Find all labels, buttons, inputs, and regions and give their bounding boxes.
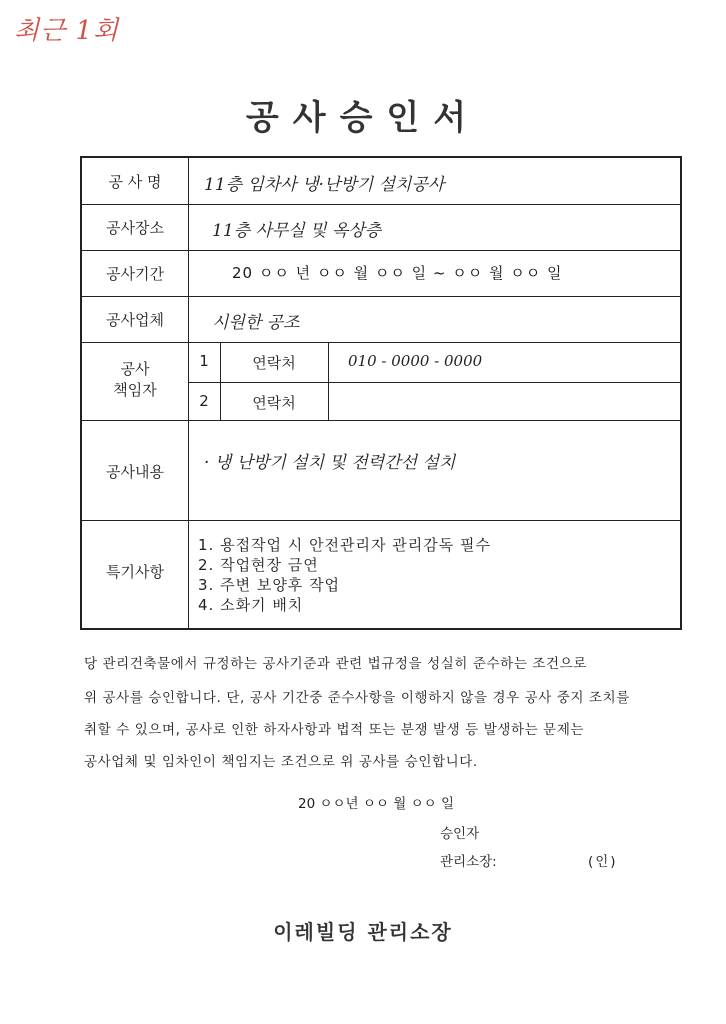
footer-issuer: 이레빌딩 관리소장 bbox=[273, 920, 453, 944]
special-notes-label: 특기사항 bbox=[106, 563, 164, 581]
special-note-item: 4. 소화기 배치 bbox=[198, 596, 304, 614]
row-divider bbox=[82, 250, 680, 251]
contact-2-number: 2 bbox=[199, 392, 209, 410]
row-divider bbox=[82, 520, 680, 521]
row-divider bbox=[188, 382, 680, 383]
contact-1-number: 1 bbox=[199, 352, 209, 370]
project-name-label: 공 사 명 bbox=[108, 173, 162, 191]
approval-paragraph-line: 공사업체 및 임차인이 책임지는 조건으로 위 공사를 승인합니다. bbox=[84, 754, 478, 770]
contact-1-value: 010 - 0000 - 0000 bbox=[348, 352, 483, 370]
contractor-value: 시원한 공조 bbox=[212, 313, 300, 333]
approval-form-table bbox=[80, 156, 682, 630]
approver-role: 관리소장: bbox=[440, 854, 497, 870]
special-note-item: 2. 작업현장 금연 bbox=[198, 556, 319, 574]
project-location-value: 11층 사무실 및 옥상층 bbox=[212, 221, 382, 241]
project-period-label: 공사기간 bbox=[106, 265, 164, 283]
seal-placeholder: (인) bbox=[588, 854, 618, 870]
manager-label-line2: 책임자 bbox=[113, 381, 157, 399]
approval-paragraph-line: 당 관리건축물에서 규정하는 공사기준과 관련 법규정을 성실히 준수하는 조건으로 bbox=[84, 656, 587, 672]
project-location-label: 공사장소 bbox=[106, 219, 164, 237]
approval-paragraph-line: 취할 수 있으며, 공사로 인한 하자사항과 법적 또는 분쟁 발생 등 발생하는 문제는 bbox=[84, 722, 585, 738]
row-divider bbox=[82, 204, 680, 205]
row-divider bbox=[82, 342, 680, 343]
row-divider bbox=[82, 420, 680, 421]
handwritten-corner-note: 최근 1회 bbox=[14, 16, 120, 46]
contact-2-label: 연락처 bbox=[252, 394, 296, 412]
project-name-value: 11층 임차사 냉·난방기 설치공사 bbox=[204, 175, 445, 195]
project-period-value: 20 ㅇㅇ 년 ㅇㅇ 월 ㅇㅇ 일 ~ ㅇㅇ 월 ㅇㅇ 일 bbox=[232, 264, 563, 282]
approval-date: 20 ㅇㅇ년 ㅇㅇ 월 ㅇㅇ 일 bbox=[298, 796, 455, 812]
work-content-value: · 냉 난방기 설치 및 전력간선 설치 bbox=[204, 453, 456, 473]
manager-label-line1: 공사 bbox=[120, 360, 150, 378]
contractor-label: 공사업체 bbox=[106, 311, 164, 329]
contact-1-label: 연락처 bbox=[252, 354, 296, 372]
special-note-item: 1. 용접작업 시 안전관리자 관리감독 필수 bbox=[198, 536, 491, 554]
special-note-item: 3. 주변 보양후 작업 bbox=[198, 576, 341, 594]
row-divider bbox=[82, 296, 680, 297]
work-content-label: 공사내용 bbox=[106, 463, 164, 481]
manager-label-divider bbox=[328, 342, 329, 420]
document-title: 공사승인서 bbox=[245, 98, 481, 138]
approval-paragraph-line: 위 공사를 승인합니다. 단, 공사 기간중 준수사항을 이행하지 않을 경우 공사 중지 조치를 bbox=[84, 690, 630, 706]
approver-heading: 승인자 bbox=[440, 826, 480, 842]
